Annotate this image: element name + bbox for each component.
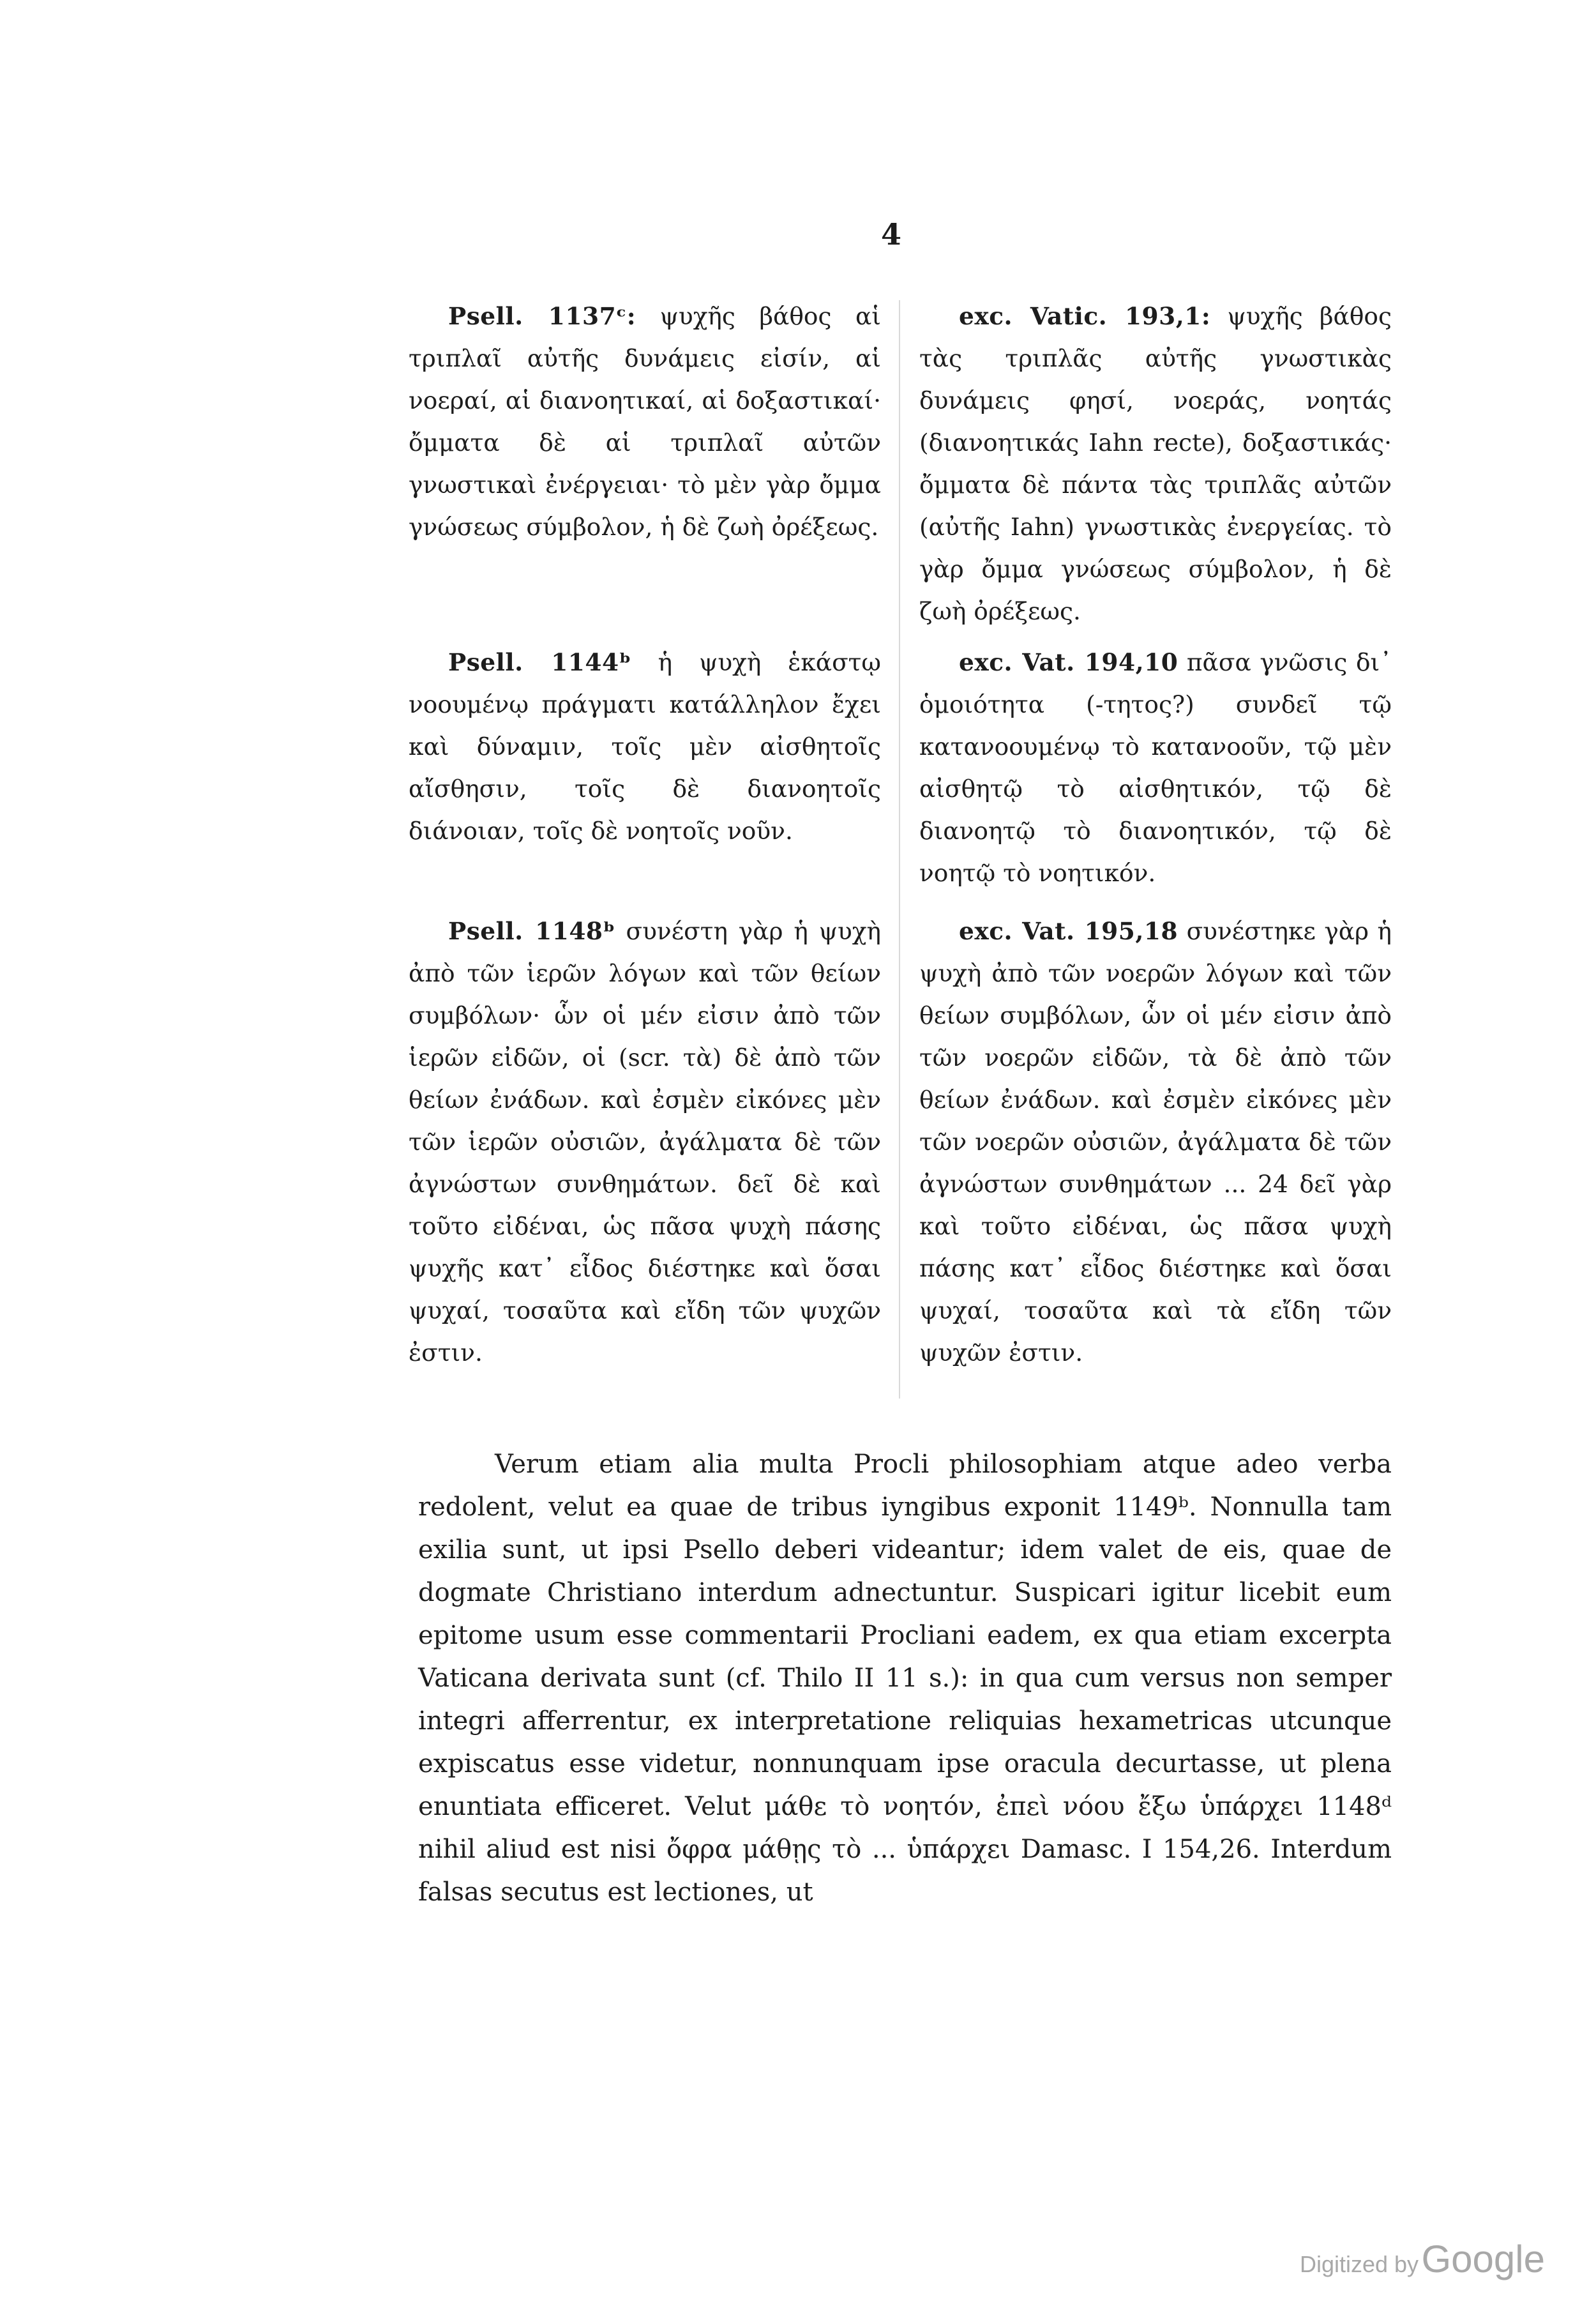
right-passage-1 bbox=[919, 295, 1392, 632]
body-text: Verum etiam alia multa Procli philosophiam atque adeo verba redolent, velut ea quae de tribus iyngibus exponit 1149ᵇ. Nonnulla tam exilia sunt, ut ipsi Psello deberi videantur; idem valet de eis, quae de dogmate Christiano interdum adnectuntur. Suspicari igitur licebit eum epitome usum esse commentarii Procliani eadem, ex qua etiam excerpta Vaticana derivata sunt (cf. Thilo II 11 s.): in qua cum versus non semper integri afferrentur, ex interpretatione reliquias hexametricas utcunque expiscatus esse videtur, nonnunquam ipse oracula decurtasse, ut plena enuntiata efficeret. Velut μάθε τὸ νοητόν, ἐπεὶ νόου ἔξω ὑπάρχει 1148ᵈ nihil aliud est nisi ὄφρα μάθῃς τὸ ... ὑπάρχει Damasc. I 154,26. Interdum falsas secutus est lectiones, ut bbox=[418, 1450, 1392, 1907]
right-passage-3 bbox=[919, 910, 1392, 1374]
left-passage-3 bbox=[409, 910, 881, 1374]
passage-reference: Psell. 1148ᵇ bbox=[448, 917, 615, 945]
passage-reference: exc. Vat. 194,10 bbox=[959, 648, 1178, 676]
left-passage-1 bbox=[409, 295, 881, 548]
left-passage-2 bbox=[409, 641, 881, 852]
passage-text: συνέστηκε γὰρ ἡ ψυχὴ ἀπὸ τῶν νοερῶν λόγων καὶ τῶν θείων συμβόλων, ὧν οἱ μέν εἰσιν ἀπὸ τῶν νοερῶν εἰδῶν, τὰ δὲ ἀπὸ τῶν θείων ἐνάδων. καὶ ἐσμὲν εἰκόνες μὲν τῶν νοερῶν οὐσιῶν, ἀγάλματα δὲ τῶν ἀγνώστων συνθημάτων ... 24 δεῖ γὰρ καὶ τοῦτο εἰδέναι, ὡς πᾶσα ψυχὴ πάσης κατ᾿ εἶδος διέστηκε καὶ ὅσαι ψυχαί, τοσαῦτα καὶ τὰ εἴδη τῶν ψυχῶν ἐστιν. bbox=[919, 917, 1392, 1367]
passage-text: συνέστη γὰρ ἡ ψυχὴ ἀπὸ τῶν ἱερῶν λόγων καὶ τῶν θείων συμβόλων· ὧν οἱ μέν εἰσιν ἀπὸ τῶν ἱερῶν εἰδῶν, οἱ (scr. τὰ) δὲ ἀπὸ τῶν θείων ἐνάδων. καὶ ἐσμὲν εἰκόνες μὲν τῶν ἱερῶν οὐσιῶν, ἀγάλματα δὲ τῶν ἀγνώστων συνθημάτων. δεῖ δὲ καὶ τοῦτο εἰδέναι, ὡς πᾶσα ψυχὴ πάσης ψυχῆς κατ᾿ εἶδος διέστηκε καὶ ὅσαι ψυχαί, τοσαῦτα καὶ εἴδη τῶν ψυχῶν ἐστιν. bbox=[409, 917, 881, 1367]
passage-reference: Psell. 1144ᵇ bbox=[448, 648, 631, 676]
right-passage-2 bbox=[919, 641, 1392, 894]
digitized-watermark bbox=[1300, 2237, 1545, 2281]
passage-text: ψυχῆς βάθος αἱ τριπλαῖ αὐτῆς δυνάμεις εἰσίν, αἱ νοεραί, αἱ διανοητικαί, αἱ δοξαστικαί· ὄμματα δὲ αἱ τριπλαῖ αὐτῶν γνωστικαὶ ἐνέργειαι· τὸ μὲν γὰρ ὄμμα γνώσεως σύμβολον, ἡ δὲ ζωὴ ὀρέξεως. bbox=[409, 302, 881, 541]
passage-reference: exc. Vatic. 193,1: bbox=[959, 302, 1211, 330]
passage-text: ἡ ψυχὴ ἑκάστῳ νοουμένῳ πράγματι κατάλληλον ἔχει καὶ δύναμιν, τοῖς μὲν αἰσθητοῖς αἴσθησιν, τοῖς δὲ διανοητοῖς διάνοιαν, τοῖς δὲ νοητοῖς νοῦν. bbox=[409, 648, 882, 845]
passage-text: πᾶσα γνῶσις δι᾿ ὁμοιότητα (-τητος?) συνδεῖ τῷ κατανοουμένῳ τὸ κατανοοῦν, τῷ μὲν αἰσθητῷ τὸ αἰσθητικόν, τῷ δὲ διανοητῷ τὸ διανοητικόν, τῷ δὲ νοητῷ τὸ νοητικόν. bbox=[919, 648, 1392, 887]
passage-reference: exc. Vat. 195,18 bbox=[959, 917, 1178, 945]
page-number: 4 bbox=[881, 217, 902, 252]
passage-text: ψυχῆς βάθος τὰς τριπλᾶς αὐτῆς γνωστικὰς δυνάμεις φησί, νοεράς, νοητάς (διανοητικάς Iahn recte), δοξαστικάς· ὄμματα δὲ πάντα τὰς τριπλᾶς αὐτῶν (αὐτῆς Iahn) γνωστικὰς ἐνεργείας. τὸ γὰρ ὄμμα γνώσεως σύμβολον, ἡ δὲ ζωὴ ὀρέξεως. bbox=[919, 302, 1392, 625]
google-logo: Google bbox=[1421, 2238, 1545, 2280]
main-paragraph bbox=[418, 1443, 1392, 1914]
watermark-prefix: Digitized by bbox=[1299, 2251, 1419, 2277]
passage-reference: Psell. 1137ᶜ: bbox=[448, 302, 636, 330]
column-divider bbox=[899, 300, 900, 1399]
